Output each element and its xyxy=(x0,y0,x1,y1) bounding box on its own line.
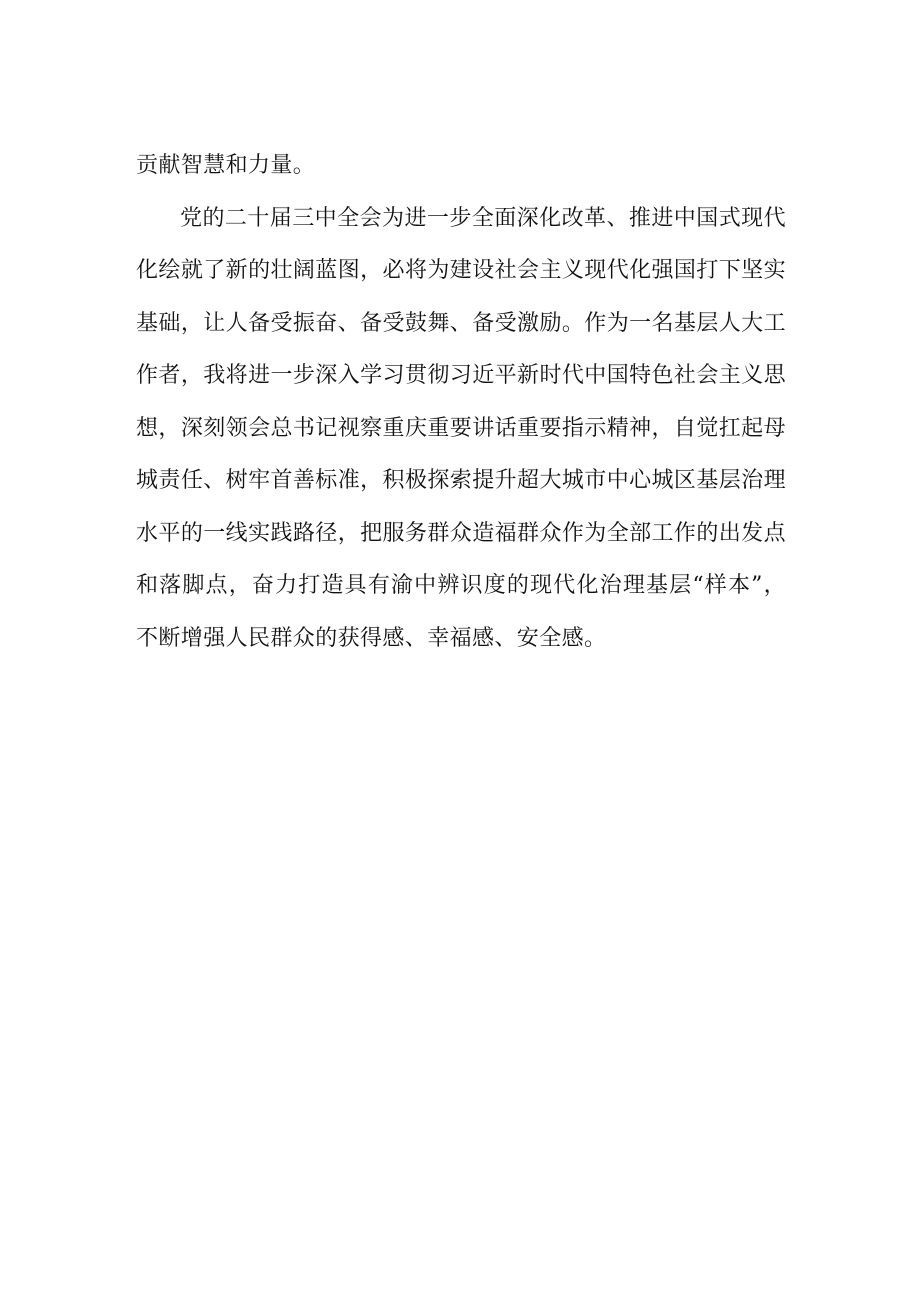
paragraph-continuation: 贡献智慧和力量。 xyxy=(136,153,316,178)
document-body xyxy=(136,140,786,665)
paragraph-main: 党的二十届三中全会为进一步全面深化改革、推进中国式现代化绘就了新的壮阔蓝图，必将为建设社会主义现代化强国打下坚实基础，让人备受振奋、备受鼓舞、备受激励。作为一名基层人大工作者，我将进一步深入学习贯彻习近平新时代中国特色社会主义思想，深刻领会总书记视察重庆重要讲话重要指示精神，自觉扛起母城责任、树牢首善标准，积极探索提升超大城市中心城区基层治理水平的一线实践路径，把服务群众造福群众作为全部工作的出发点和落脚点，奋力打造具有渝中辨识度的现代化治理基层“样本”，不断增强人民群众的获得感、幸福感、安全感。 xyxy=(136,205,786,651)
